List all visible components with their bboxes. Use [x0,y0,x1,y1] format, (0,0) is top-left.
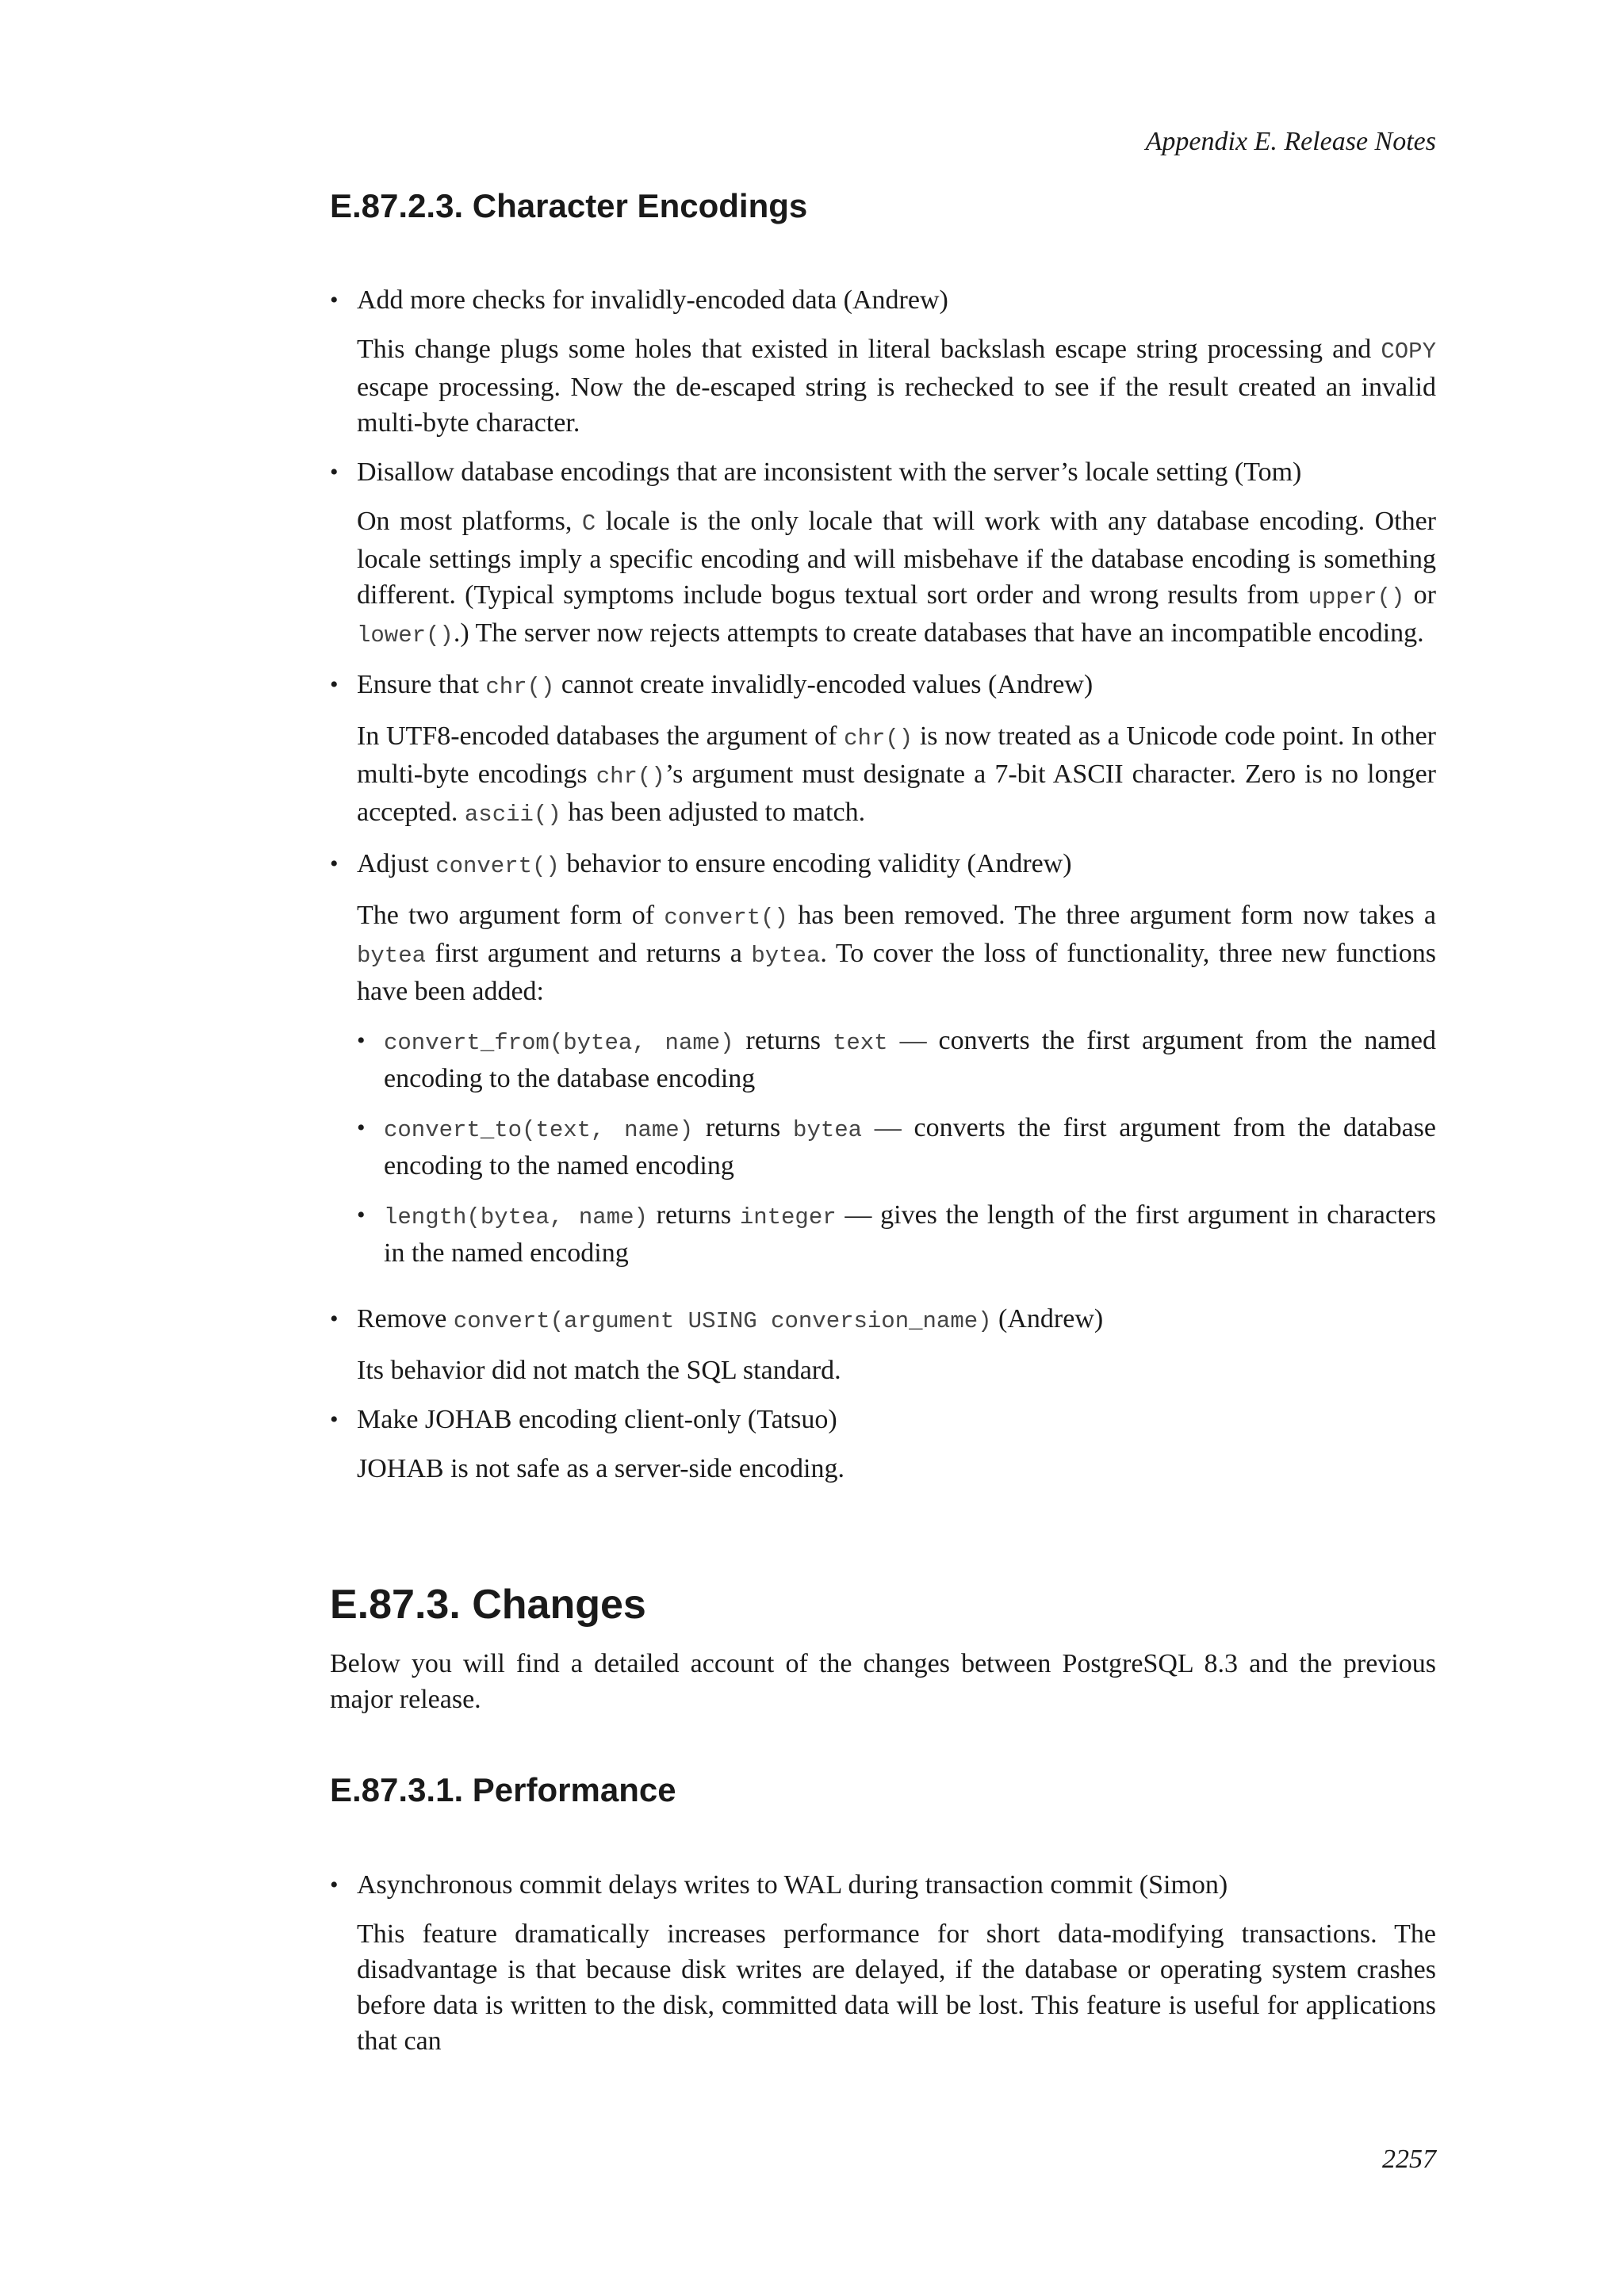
bullet-list-encodings [330,282,1436,1271]
text: The two argument form of [357,901,665,930]
text: locale is the only locale that will work with any database encoding. Other locale settings imply a specific encoding and will misbehave if the database encoding is something different. (Typical symptoms include bogus textual sort order and wrong results from [357,507,1436,610]
list-item [330,667,1436,832]
text: has been adjusted to match. [561,798,866,827]
text: escape processing. Now the de-escaped string is rechecked to see if the result created an invalid multi-byte character. [357,373,1436,438]
code-literal: text [832,1030,888,1056]
item-title [357,846,1436,884]
character-encodings-section [330,187,1436,225]
item-title: Asynchronous commit delays writes to WAL during transaction commit (Simon) [357,1870,1228,1900]
sub-list-item [357,1023,1436,1096]
running-head: Appendix E. Release Notes [1145,127,1436,156]
text: Ensure that [357,670,486,699]
list-item [330,1402,1436,1487]
text: This change plugs some holes that existed in literal backslash escape string processing and [357,335,1381,364]
section-heading-changes: E.87.3. Changes [330,1582,646,1628]
bullet-icon: • [330,459,339,485]
text: In UTF8-encoded databases the argument of [357,721,845,751]
code-literal: convert_to(text, name) [384,1117,694,1143]
list-item [330,282,1436,441]
item-description [357,718,1436,832]
text: or [1404,580,1436,610]
code-literal: ascii() [464,802,561,828]
bullet-icon: • [330,1872,339,1898]
text: is now treated as a Unicode code point. In other multi-byte encodings [357,721,1437,789]
item-title [357,667,1436,705]
list-item [330,1301,1436,1388]
text: (Andrew) [991,1304,1104,1334]
text: Adjust [357,849,436,878]
code-literal: upper() [1308,584,1405,610]
code-literal: bytea [751,943,821,969]
bullet-icon: • [330,672,339,698]
changes-section [330,1581,1436,1717]
code-literal: lower() [357,622,454,649]
code-literal: chr() [485,674,555,700]
item-description [357,897,1436,1009]
bullet-icon: • [357,1027,366,1054]
code-literal: chr() [844,725,914,752]
item-title: Make JOHAB encoding client-only (Tatsuo) [357,1405,837,1434]
section-heading-character-encodings: E.87.2.3. Character Encodings [330,187,808,224]
bullet-icon: • [330,287,339,313]
text: ’s argument must designate a 7-bit ASCII character. Zero is no longer accepted. [357,760,1436,827]
code-literal: convert_from(bytea, name) [384,1030,734,1056]
section-intro: Below you will find a detailed account of the changes between PostgreSQL 8.3 and the previous major release. [330,1649,1436,1714]
code-literal: convert(argument USING conversion_name) [453,1308,992,1334]
code-literal: COPY [1381,339,1436,365]
list-item [330,454,1436,653]
sub-list-item [357,1110,1436,1184]
text: first argument and returns a [426,939,752,968]
bullet-icon: • [330,851,339,877]
text: — converts the first argument from the database encoding to the named encoding [384,1113,1436,1181]
code-literal: C [581,511,596,537]
performance-section [330,1771,1436,1809]
list-item [330,846,1436,1271]
section-heading-performance: E.87.3.1. Performance [330,1771,676,1808]
item-title: Add more checks for invalidly-encoded data (Andrew) [357,285,948,315]
item-title [357,1301,1436,1339]
code-literal: bytea [357,943,427,969]
bullet-list-encodings-cont [330,1301,1436,1487]
code-literal: convert() [435,853,560,879]
bullet-list-performance [330,1867,1436,2059]
text: — converts the first argument from the named encoding to the database encoding [384,1026,1436,1093]
text: returns [693,1113,794,1142]
text: On most platforms, [357,507,582,536]
text: — gives the length of the first argument in characters in the named encoding [384,1200,1437,1268]
item-title: Disallow database encodings that are inconsistent with the server’s locale setting (Tom) [357,457,1302,487]
text: behavior to ensure encoding validity (Andrew) [559,849,1072,878]
text: cannot create invalidly-encoded values (Andrew) [554,670,1094,699]
bullet-icon: • [330,1306,339,1332]
bullet-icon: • [357,1115,366,1141]
list-item [330,1867,1436,2059]
bullet-icon: • [330,1406,339,1433]
item-description [357,331,1436,441]
code-literal: integer [739,1204,837,1230]
item-description [357,503,1436,653]
text: has been removed. The three argument form now takes a [787,901,1436,930]
code-literal: length(bytea, name) [384,1204,648,1230]
sub-list [357,1023,1436,1271]
item-description: This feature dramatically increases performance for short data-modifying transactions. The disadvantage is that because disk writes are delayed, if the database or operating system crashes before data is written to the disk, committed data will be lost. This feature is useful for applications that can [357,1919,1436,2056]
code-literal: convert() [664,905,788,931]
sub-list-item [357,1197,1436,1271]
bullet-icon: • [357,1202,366,1228]
text: returns [647,1200,740,1230]
item-description: JOHAB is not safe as a server-side encoding. [357,1454,845,1483]
text: .) The server now rejects attempts to create databases that have an incompatible encoding. [453,618,1424,648]
text: returns [733,1026,833,1055]
code-literal: chr() [596,763,665,790]
text: . To cover the loss of functionality, three new functions have been added: [357,939,1436,1006]
code-literal: bytea [793,1117,863,1143]
page-number: 2257 [1382,2145,1436,2174]
text: Remove [357,1304,454,1334]
item-description: Its behavior did not match the SQL standard. [357,1356,841,1385]
